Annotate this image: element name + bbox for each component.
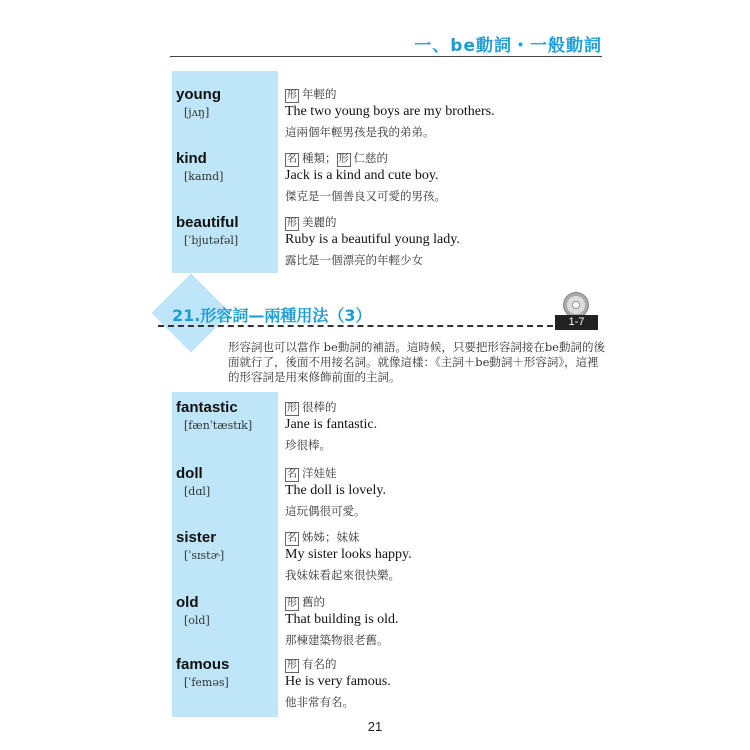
example-translation: 珍很棒。 bbox=[285, 438, 331, 452]
vocab-phonetic: [ˈfeməs] bbox=[184, 676, 229, 689]
track-number: 1-7 bbox=[555, 315, 598, 330]
vocab-word: doll bbox=[176, 465, 203, 482]
vocab-word: young bbox=[176, 86, 221, 103]
pos-meaning: 舊的 bbox=[302, 595, 325, 609]
pos-meaning: 年輕的 bbox=[302, 87, 337, 101]
page-number: 21 bbox=[367, 719, 383, 734]
part-of-speech-line bbox=[285, 529, 360, 546]
vocab-phonetic: [jʌŋ] bbox=[184, 106, 210, 119]
example-translation: 這兩個年輕男孩是我的弟弟。 bbox=[285, 125, 435, 139]
part-of-speech-line bbox=[285, 214, 337, 231]
example-sentence: Jack is a kind and cute boy. bbox=[285, 168, 439, 183]
part-of-speech-line bbox=[285, 594, 325, 611]
pos-tag: 名 bbox=[287, 533, 297, 544]
example-translation: 傑克是一個善良又可愛的男孩。 bbox=[285, 189, 446, 203]
pos-meaning: 仁慈的 bbox=[353, 151, 388, 165]
vocab-block-top bbox=[172, 71, 604, 273]
example-translation: 露比是一個漂亮的年輕少女 bbox=[285, 253, 423, 267]
section-description: 形容詞也可以當作 be動詞的補語。這時候，只要把形容詞接在be動詞的後面就行了，後面不用接名詞。就像這樣：《主詞＋be動詞＋形容詞》，這裡的形容詞是用來修飾前面的主詞。 bbox=[228, 340, 605, 384]
example-translation: 那棟建築物很老舊。 bbox=[285, 633, 389, 647]
pos-tag: 名 bbox=[287, 469, 297, 480]
pos-meaning: 種類； bbox=[302, 151, 337, 165]
header-title: 一、be動詞・一般動詞 bbox=[414, 36, 602, 56]
section-title: 21.形容詞—兩種用法（3） bbox=[172, 306, 372, 325]
example-sentence: The two young boys are my brothers. bbox=[285, 104, 495, 119]
pos-tag: 名 bbox=[287, 154, 297, 165]
pos-meaning: 很棒的 bbox=[302, 400, 337, 414]
part-of-speech-line bbox=[285, 399, 337, 416]
part-of-speech-line bbox=[285, 86, 337, 103]
pos-tag: 形 bbox=[287, 660, 297, 671]
vocab-word: fantastic bbox=[176, 399, 238, 416]
example-sentence: Ruby is a beautiful young lady. bbox=[285, 232, 460, 247]
example-sentence: The doll is lovely. bbox=[285, 483, 386, 498]
vocab-word: famous bbox=[176, 656, 230, 673]
pos-tag: 形 bbox=[287, 598, 297, 609]
pos-tag: 形 bbox=[287, 90, 297, 101]
pos-meaning: 美麗的 bbox=[302, 215, 337, 229]
vocab-block-bottom bbox=[172, 392, 604, 717]
vocab-phonetic: [kaɪnd] bbox=[184, 170, 224, 183]
vocab-phonetic: [old] bbox=[184, 614, 210, 627]
example-translation: 他非常有名。 bbox=[285, 695, 354, 709]
part-of-speech-line bbox=[285, 656, 337, 673]
vocab-word: kind bbox=[176, 150, 207, 167]
part-of-speech-line bbox=[285, 465, 337, 482]
vocab-phonetic: [dɑl] bbox=[184, 485, 211, 498]
example-translation: 我妹妹看起來很快樂。 bbox=[285, 568, 400, 582]
dashed-rule bbox=[158, 325, 553, 327]
pos-meaning: 有名的 bbox=[302, 657, 337, 671]
pos-meaning: 姊姊；妹妹 bbox=[302, 530, 360, 544]
vocab-phonetic: [fænˈtæstɪk] bbox=[184, 419, 253, 432]
pos-tag: 形 bbox=[287, 403, 297, 414]
example-sentence: Jane is fantastic. bbox=[285, 417, 378, 432]
example-sentence: That building is old. bbox=[285, 612, 399, 627]
example-sentence: My sister looks happy. bbox=[285, 547, 412, 562]
vocab-word: old bbox=[176, 594, 199, 611]
header-rule bbox=[170, 56, 602, 57]
vocab-phonetic: [ˈbjutəfəl] bbox=[184, 234, 239, 247]
pos-tag: 形 bbox=[287, 218, 297, 229]
vocab-phonetic: [ˈsɪstɚ] bbox=[184, 549, 225, 562]
example-translation: 這玩偶很可愛。 bbox=[285, 504, 366, 518]
section-21 bbox=[158, 285, 608, 384]
pos-meaning: 洋娃娃 bbox=[302, 466, 337, 480]
pos-tag: 形 bbox=[338, 154, 349, 165]
vocab-word: beautiful bbox=[176, 214, 239, 231]
example-sentence: He is very famous. bbox=[285, 674, 391, 689]
vocab-word: sister bbox=[176, 529, 217, 546]
part-of-speech-line bbox=[285, 150, 388, 167]
